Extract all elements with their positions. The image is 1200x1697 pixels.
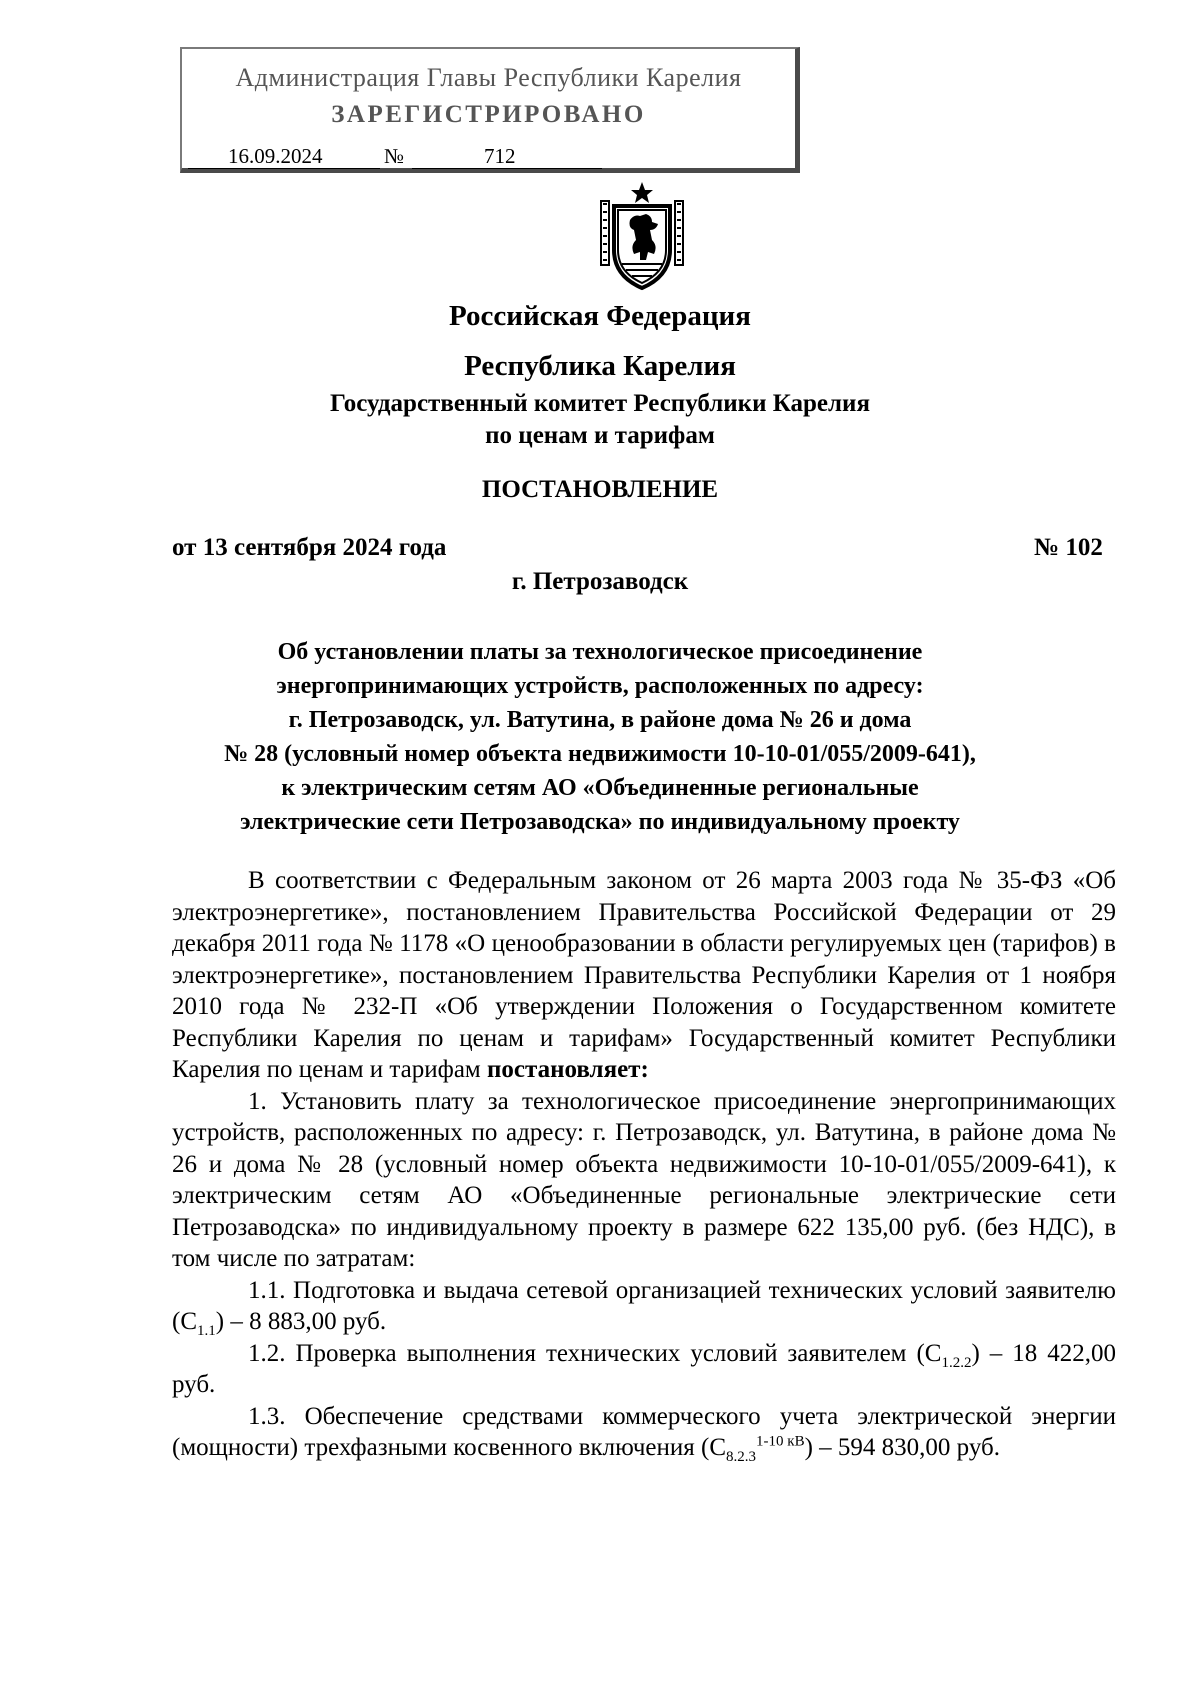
item-1-2-subscript: 1.2.2 [941,1354,972,1371]
item-1-3-paragraph [172,1401,1116,1464]
registration-number-label: № [384,144,405,168]
registration-date: 16.09.2024 [228,144,323,168]
stamp-registered: ЗАРЕГИСТРИРОВАНО [331,101,646,128]
item-1-3-value: ) – 594 830,00 руб. [804,1434,1000,1461]
country-heading: Российская Федерация [449,300,751,332]
item-1-1-paragraph [172,1275,1116,1338]
item-1-3-superscript: 1-10 кВ [756,1433,805,1450]
title-line: электрические сети Петрозаводска» по индивидуальному проекту [240,809,960,835]
document-title [160,635,1040,839]
number-underline [412,168,602,169]
committee-heading-line1: Государственный комитет Республики Карелия [330,390,870,417]
title-line: к электрическим сетям АО «Объединенные региональные [281,775,919,801]
preamble-text: В соответствии с Федеральным законом от 26 марта 2003 года № 35-ФЗ «Об электроэнергетике», постановлением Правительства Российской Федерации от 29 декабря 2011 года № 1178 «О ценообразовании в области регулируемых цен (тарифов) в электроэнергетике», постановлением Правительства Республики Карелия от 1 ноября 2010 года № 232-П «Об утверждении Положения о Государственном комитете Республики Карелия по ценам и тарифам» Государственный комитет Республики Карелия по ценам и тарифам [172,867,1116,1083]
title-line: № 28 (условный номер объекта недвижимости 10-10-01/055/2009-641), [224,741,976,767]
title-line: энергопринимающих устройств, расположенных по адресу: [276,673,924,699]
registration-number: 712 [484,144,516,168]
stamp-authority: Администрация Главы Республики Карелия [235,63,742,92]
title-line: г. Петрозаводск, ул. Ватутина, в районе дома № 26 и дома [288,707,912,733]
item-1-2-text: 1.2. Проверка выполнения технических условий заявителем (С [248,1339,942,1367]
preamble-paragraph [172,865,1116,1086]
item-1-2-value: ) – 18 422,00 руб. [172,1339,1117,1398]
document-number: № 102 [1034,534,1103,561]
item-1-3-subscript: 8.2.3 [726,1449,757,1465]
item-1-1-text: 1.1. Подготовка и выдача сетевой организацией технических условий заявителю (С [172,1276,1116,1335]
date-underline [188,168,380,169]
resolves-keyword: постановляет: [487,1056,649,1083]
item-1-2-paragraph [172,1338,1116,1401]
item-1-1-value: ) – 8 883,00 руб. [215,1308,387,1335]
document-type: ПОСТАНОВЛЕНИЕ [481,476,719,503]
document-date: от 13 сентября 2024 года [172,534,447,561]
title-line: Об установлении платы за технологическое присоединение [277,639,923,665]
item-1-1-subscript: 1.1 [197,1323,216,1339]
document-body [172,865,1116,1464]
document-city: г. Петрозаводск [511,568,689,595]
item-1-paragraph: 1. Установить плату за технологическое присоединение энергопринимающих устройств, расположенных по адресу: г. Петрозаводск, ул. Ватутина, в районе дома № 26 и дома № 28 (условный номер объекта недвижимости 10-10-01/055/2009-641), к электрическим сетям АО «Объединенные региональные электрические сети Петрозаводска» по индивидуальному проекту в размере 622 135,00 руб. (без НДС), в том числе по затратам: [172,1087,1116,1272]
republic-heading: Республика Карелия [464,350,736,382]
item-1-3-text: 1.3. Обеспечение средствами коммерческого учета электрической энергии (мощности) трехфазными косвенного включения (С [172,1402,1116,1461]
committee-heading-line2: по ценам и тарифам [485,422,715,449]
coat-of-arms-icon [596,180,688,297]
